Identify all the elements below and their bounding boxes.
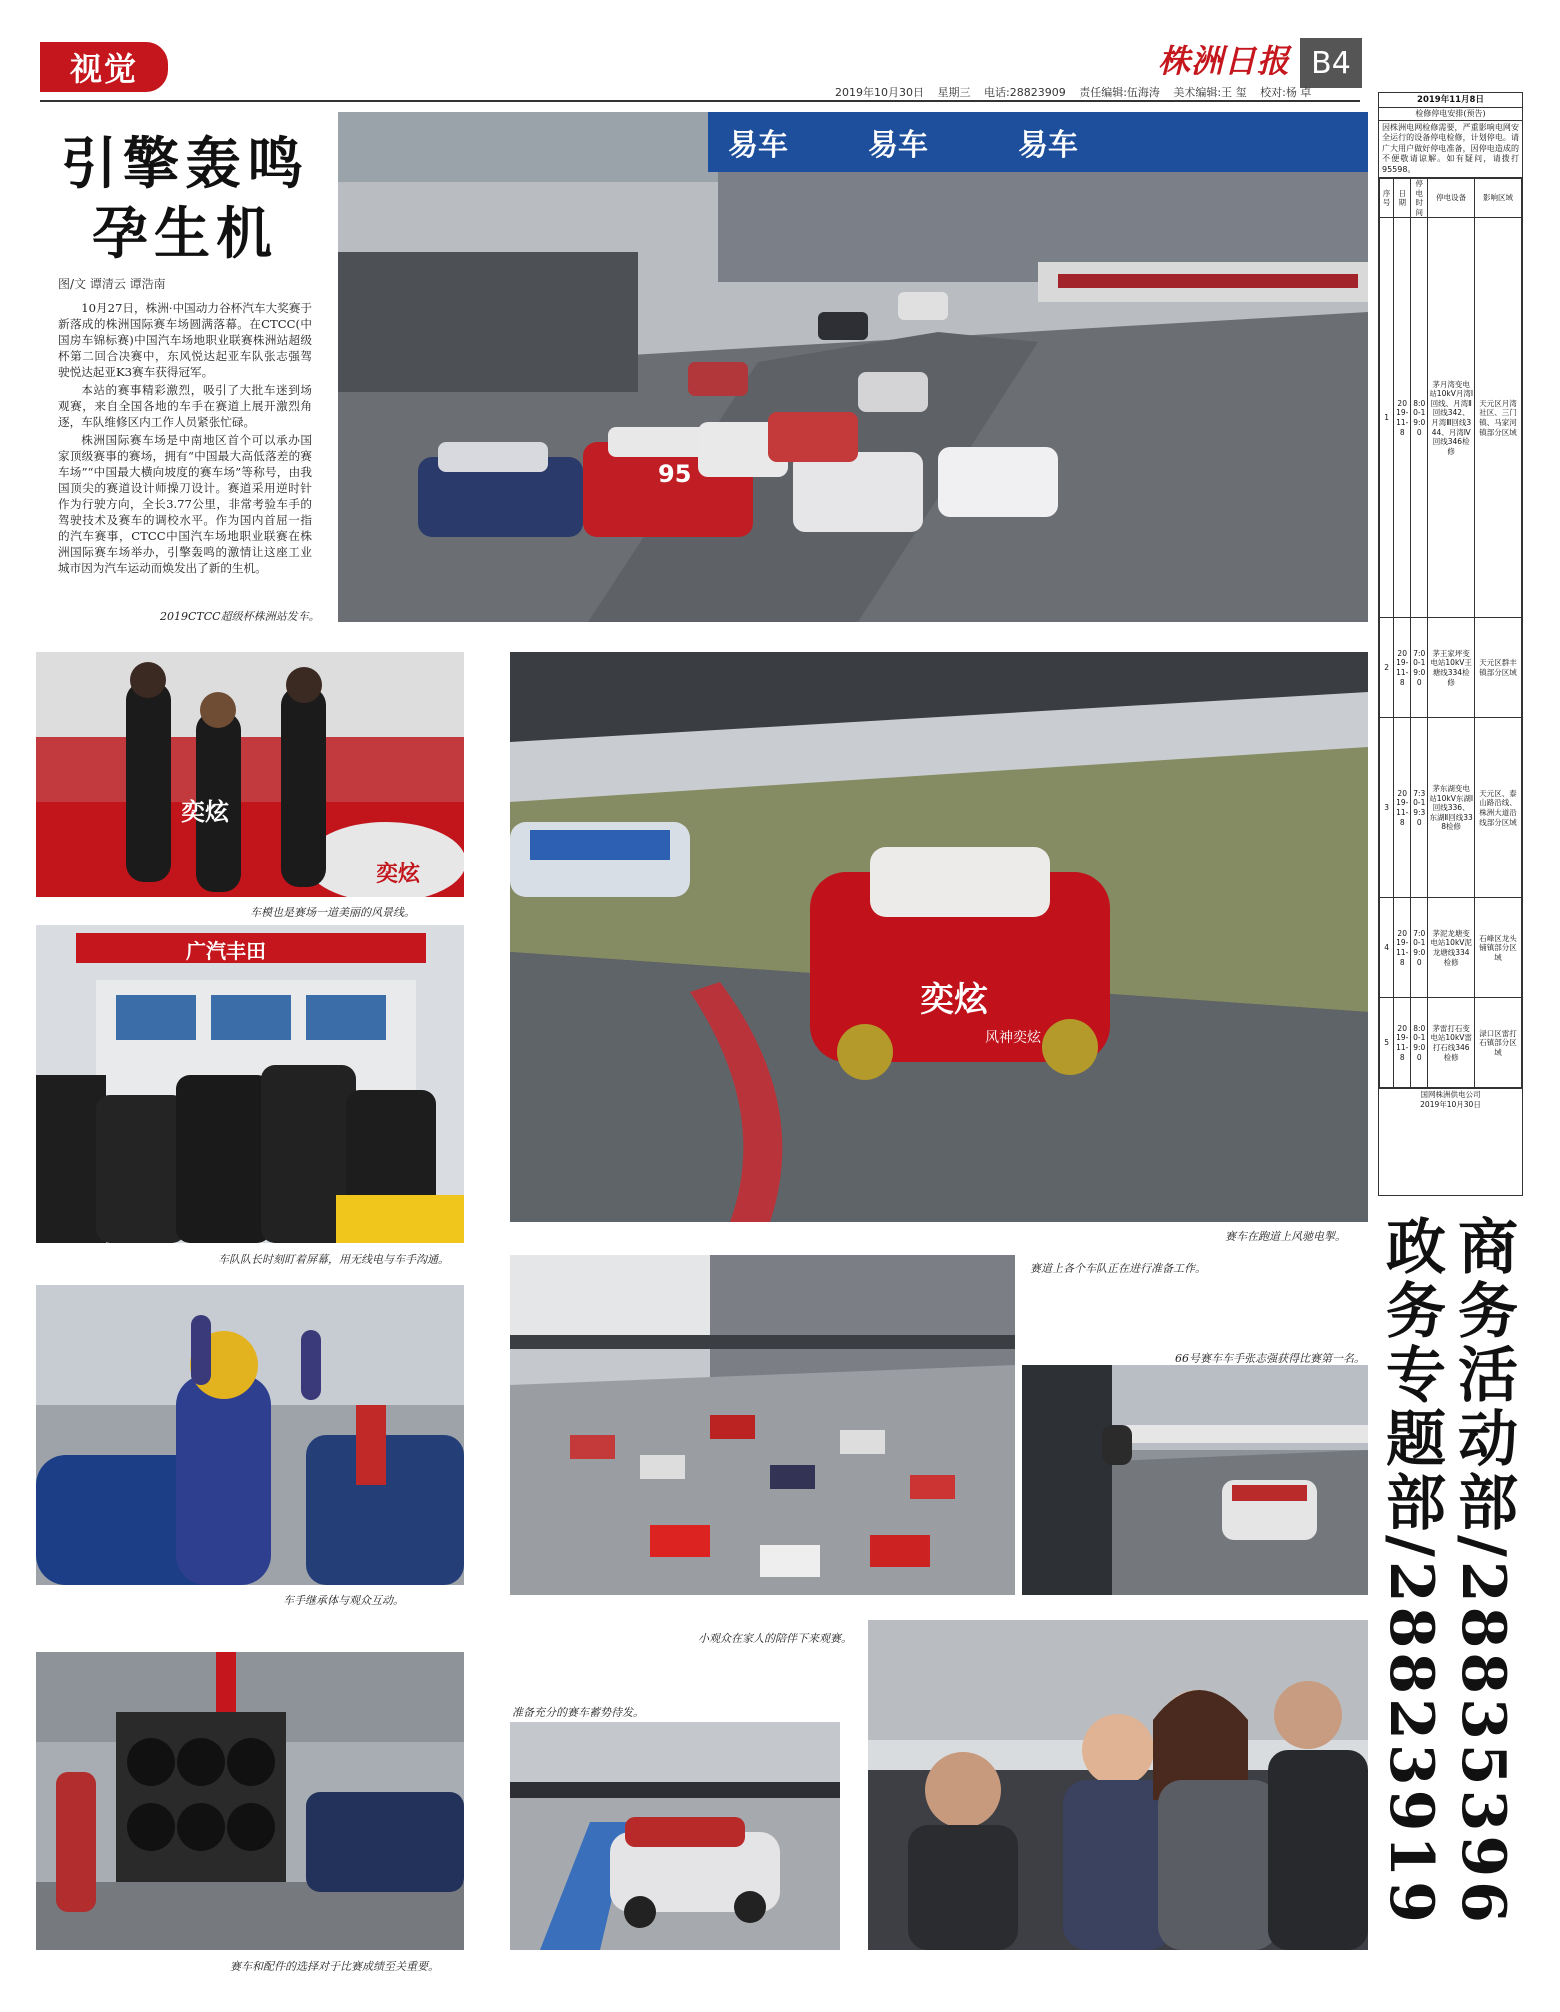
photo-spectators bbox=[868, 1620, 1368, 1950]
paragraph: 株洲国际赛车场是中南地区首个可以承办国家顶级赛事的赛场，拥有“中国最大高低落差的赛车场”“中国最大横向坡度的赛车场”等称号，由我国顶尖的赛道设计师操刀设计。赛道采用逆时针作为行驶方向，全长3.77公里，非常考验车手的驾驶技术及赛车的调校水平。作为国内首屈一指的汽车赛事，CTCC中国汽车场地职业联赛在株洲国际赛车场举办，引擎轰鸣的激情让这座工业城市因为汽车运动而焕发出了新的生机。 bbox=[58, 433, 312, 575]
cell-time: 7:30-19:30 bbox=[1411, 718, 1428, 898]
cell-time: 7:00-19:00 bbox=[1411, 898, 1428, 998]
header-cell: 停电设备 bbox=[1428, 179, 1475, 218]
paragraph: 本站的赛事精彩激烈，吸引了大批车迷到场观赛，来自全国各地的车手在赛道上展开激烈角逐，车队维修区内工作人员紧张忙碌。 bbox=[58, 383, 312, 429]
advert-business-dept: 商务活动部/28835396 bbox=[1448, 1215, 1518, 1927]
cell-time: 7:00-19:00 bbox=[1411, 618, 1428, 718]
issue-weekday: 星期三 bbox=[937, 86, 971, 99]
photo-driver-celebrate bbox=[36, 1285, 464, 1585]
byline: 图/文 谭清云 谭浩南 bbox=[58, 277, 166, 291]
issue-date: 2019年10月30日 bbox=[835, 86, 924, 99]
cell-area: 天元区月湾社区、三门镇、马家河镇部分区域 bbox=[1475, 218, 1522, 618]
cell-device: 茅雷打石变电站10kV雷打石线346检修 bbox=[1428, 998, 1475, 1088]
notice-date: 2019年10月30日 bbox=[1420, 1100, 1481, 1110]
notice-footer bbox=[1379, 1088, 1522, 1111]
caption-grid: 赛道上各个车队正在进行准备工作。 bbox=[1030, 1262, 1206, 1275]
car-sponsor-text: 风神奕炫 bbox=[985, 1030, 1041, 1046]
photo-ready-car bbox=[510, 1722, 840, 1950]
proofreader: 校对:杨 卓 bbox=[1260, 86, 1312, 99]
page-number: B4 bbox=[1300, 38, 1362, 88]
editor: 责任编辑:伍海涛 bbox=[1079, 86, 1160, 99]
section-tag: 视觉 bbox=[40, 42, 168, 92]
caption-models: 车模也是赛场一道美丽的风景线。 bbox=[250, 906, 415, 919]
photo-race-models bbox=[36, 652, 464, 897]
banner-brand-2: 易车 bbox=[868, 128, 928, 163]
photo-pit-wall bbox=[36, 925, 464, 1243]
cell-device: 茅东湖变电站10kV东湖Ⅰ回线336、东湖Ⅱ回线338检修 bbox=[1428, 718, 1475, 898]
photo-race-start bbox=[338, 112, 1368, 622]
title-line-1: 引擎轰鸣 bbox=[61, 132, 309, 197]
cell-device: 茅王家坪变电站10kV王塘线334检修 bbox=[1428, 618, 1475, 718]
car-number: 95 bbox=[658, 460, 692, 488]
caption-celebrate: 车手继承体与观众互动。 bbox=[283, 1594, 404, 1607]
caption-thumbs: 66号赛车车手张志强获得比赛第一名。 bbox=[1175, 1352, 1365, 1365]
cell-no: 4 bbox=[1380, 898, 1394, 998]
cell-no: 3 bbox=[1380, 718, 1394, 898]
cell-date: 2019-11-8 bbox=[1394, 898, 1411, 998]
caption-main: 2019CTCC超级杯株洲站发车。 bbox=[160, 610, 320, 623]
header-cell: 影响区域 bbox=[1475, 179, 1522, 218]
cell-date: 2019-11-8 bbox=[1394, 998, 1411, 1088]
photo-wet-track bbox=[510, 652, 1368, 1222]
header-rule bbox=[40, 100, 1360, 102]
cell-area: 天元区群丰镇部分区域 bbox=[1475, 618, 1522, 718]
header-cell: 日期 bbox=[1394, 179, 1411, 218]
notice-header-row bbox=[1380, 179, 1522, 218]
advert-government-dept: 政务专题部/28823919 bbox=[1376, 1215, 1446, 1927]
banner-brand-1: 易车 bbox=[728, 128, 788, 163]
masthead-logo: 株洲日报 bbox=[1157, 42, 1290, 80]
livery-text-2: 奕炫 bbox=[376, 862, 421, 887]
cell-area: 天元区、泰山路沿线、株洲大道沿线部分区域 bbox=[1475, 718, 1522, 898]
caption-stands: 小观众在家人的陪伴下来观赛。 bbox=[698, 1632, 852, 1645]
cell-time: 8:00-19:00 bbox=[1411, 998, 1428, 1088]
pit-brand-text: 广汽丰田 bbox=[186, 939, 266, 963]
paragraph: 10月27日，株洲·中国动力谷杯汽车大奖赛于新落成的株洲国际赛车场圆满落幕。在CTCC(中国房车锦标赛)中国汽车场地职业联赛株洲站超级杯第二回合决赛中，东风悦达起亚车队张志强驾驶悦达起亚K3赛车获得冠军。 bbox=[58, 301, 312, 379]
notice-table bbox=[1379, 178, 1522, 1088]
cell-area: 石峰区龙头铺镇部分区域 bbox=[1475, 898, 1522, 998]
cell-device: 茅泥龙塘变电站10kV泥龙塘线334检修 bbox=[1428, 898, 1475, 998]
caption-tires: 赛车和配件的选择对于比赛成绩至关重要。 bbox=[230, 1960, 439, 1973]
notice-title: 2019年11月8日 bbox=[1379, 93, 1522, 108]
phone: 电话:28823909 bbox=[984, 86, 1066, 99]
caption-pit-wall: 车队队长时刻盯着屏幕，用无线电与车手沟通。 bbox=[218, 1253, 449, 1266]
notice-org: 国网株洲供电公司 bbox=[1420, 1090, 1481, 1100]
notice-subtitle: 检修停电安排(预告) bbox=[1379, 108, 1522, 121]
header-cell: 停电时间 bbox=[1411, 179, 1428, 218]
power-outage-notice bbox=[1378, 92, 1523, 1196]
caption-wet-track: 赛车在跑道上风驰电掣。 bbox=[1225, 1230, 1346, 1243]
cell-no: 2 bbox=[1380, 618, 1394, 718]
photo-thumbs-up bbox=[1022, 1365, 1368, 1595]
livery-text-3: 奕炫 bbox=[920, 980, 988, 1020]
cell-date: 2019-11-8 bbox=[1394, 618, 1411, 718]
caption-ready: 准备充分的赛车蓄势待发。 bbox=[512, 1706, 644, 1719]
table-row bbox=[1380, 618, 1522, 718]
table-row bbox=[1380, 998, 1522, 1088]
cell-date: 2019-11-8 bbox=[1394, 718, 1411, 898]
cell-device: 茅月湾变电站10kV月湾Ⅰ回线、月湾Ⅱ回线342、月湾Ⅲ回线344、月湾Ⅳ回线346检修 bbox=[1428, 218, 1475, 618]
header-meta bbox=[835, 84, 1321, 100]
notice-intro: 因株洲电网检修需要，严重影响电网安全运行的设备停电检修，计划停电。请广大用户做好停电准备，因停电造成的不便敬请谅解。如有疑问，请拨打95598。 bbox=[1379, 121, 1522, 178]
cell-no: 1 bbox=[1380, 218, 1394, 618]
banner-brand-3: 易车 bbox=[1018, 128, 1078, 163]
cell-no: 5 bbox=[1380, 998, 1394, 1088]
photo-grid bbox=[510, 1255, 1015, 1595]
table-row bbox=[1380, 218, 1522, 618]
cell-date: 2019-11-8 bbox=[1394, 218, 1411, 618]
cell-area: 渌口区雷打石镇部分区域 bbox=[1475, 998, 1522, 1088]
cell-time: 8:00-19:00 bbox=[1411, 218, 1428, 618]
article-body bbox=[58, 300, 312, 578]
livery-text-1: 奕炫 bbox=[181, 798, 229, 826]
art-editor: 美术编辑:王 玺 bbox=[1173, 86, 1247, 99]
table-row bbox=[1380, 718, 1522, 898]
article-title bbox=[40, 130, 330, 270]
photo-tires bbox=[36, 1652, 464, 1950]
title-line-2: 孕生机 bbox=[92, 202, 278, 267]
table-row bbox=[1380, 898, 1522, 998]
header-cell: 序号 bbox=[1380, 179, 1394, 218]
